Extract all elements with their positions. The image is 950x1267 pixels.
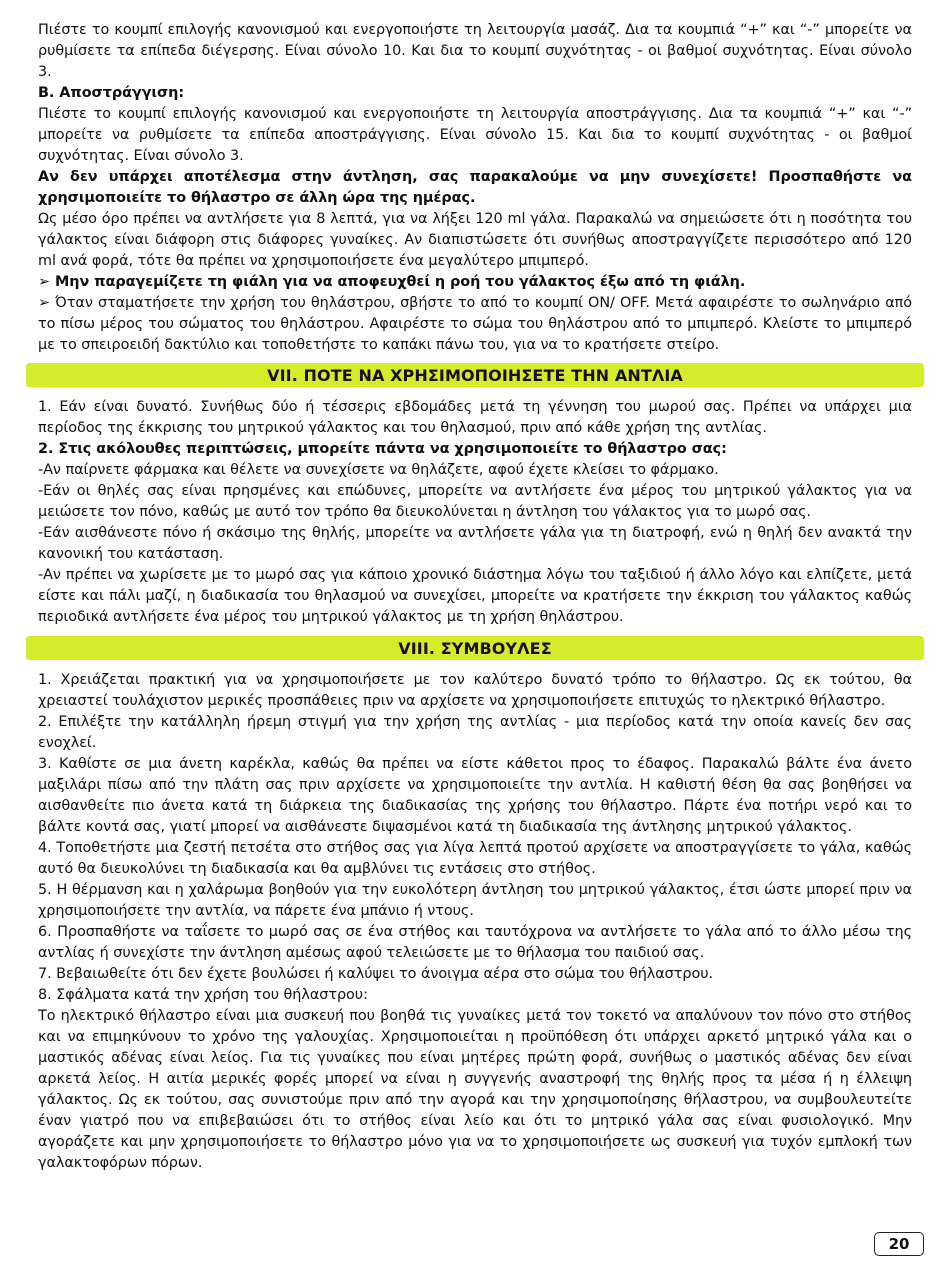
when-to-use-item-2: 2. Στις ακόλουθες περιπτώσεις, μπορείτε πάντα να χρησιμοποιείτε το θήλαστρο σας: [38, 441, 727, 457]
average-pumping-paragraph: Ως μέσο όρο πρέπει να αντλήσετε για 8 λεπτά, για να λήξει 120 ml γάλα. Παρακαλώ να σημειώσετε ότι η ποσότητα του γάλακτος είναι διάφορη στις διάφορες γυναίκες. Αν διαπιστώσετε ότι συνήθως αποστραγγίζετε περισσότερο από 120 ml ανά φορά, τότε θα πρέπει να χρησιμοποιήσετε ένα μεγαλύτερο μπιμπερό. [38, 211, 912, 269]
case-medication: -Αν παίρνετε φάρμακα και θέλετε να συνεχίσετε να θηλάζετε, αφού έχετε κλείσει το φάρμακο. [38, 462, 719, 478]
section-header-when-to-use [26, 363, 924, 387]
drainage-heading: B. Αποστράγγιση: [38, 85, 185, 101]
case-nipple-pain: -Εάν αισθάνεστε πόνο ή σκάσιμο της θηλής, μπορείτε να αντλήσετε γάλα για τη διατροφή, ενώ η θηλή δεν ανακτά την κανονική του κατάσταση. [38, 525, 912, 562]
section-title: VIII. ΣΥΜΒΟΥΛΕΣ [398, 638, 552, 658]
no-result-warning: Αν δεν υπάρχει αποτέλεσμα στην άντληση, σας παρακαλούμε να μην συνεχίσετε! Προσπαθήστε να χρησιμοποιείτε το θήλαστρο σε άλλη ώρα της ημέρας. [38, 169, 912, 206]
section-title: VII. ΠΟΤΕ ΝΑ ΧΡΗΣΙΜΟΠΟΙΗΣΕΤΕ ΤΗΝ ΑΝΤΛΙΑ [267, 365, 683, 385]
tip-item-6: 6. Προσπαθήστε να ταΐσετε το μωρό σας σε ένα στήθος και ταυτόχρονα να αντλήσετε το γάλα από το άλλο μέσω της αντλίας ή συνεχίστε την άντληση αμέσως αφού τελειώσετε με το θήλασμα του παιδιού σας. [38, 924, 912, 961]
bullet-text: Όταν σταματήσετε την χρήση του θηλάστρου, σβήστε το από το κουμπί ON/ OFF. Μετά αφαιρέστε το σωληνάριο από το πίσω μέρος του σώματος του θηλάστρου. Αφαιρέστε το σώμα του θηλάστρου από το μπιμπερό. Κλείστε το μπιμπερό με το σπειροειδή δακτύλιο και τοποθετήστε το καπάκι πάνω του, για να το κρατήσετε στείρο. [38, 295, 912, 353]
tip-item-4: 4. Τοποθετήστε μια ζεστή πετσέτα στο στήθος σας για λίγα λεπτά προτού αρχίσετε να αποστραγγίσετε το γάλα, καθώς αυτό θα διευκολύνει τη διαδικασία και θα αμβλύνει τις εντάσεις στο στήθος. [38, 840, 912, 877]
page-number-badge [874, 1232, 924, 1256]
section-header-tips [26, 636, 924, 660]
page-number: 20 [888, 1235, 910, 1253]
tip-item-3: 3. Καθίστε σε μια άνετη καρέκλα, καθώς θα πρέπει να είστε κάθετοι προς το έδαφος. Παρακαλώ βάλτε ένα άνετο μαξιλάρι πίσω από την πλάτη σας πριν αρχίσετε να χρησιμοποιείτε την αντλία. Η καθιστή θέση θα σας βοηθήσει να αισθανθείτε πιο άνετα κατά τη διάρκεια της διαδικασίας της χρήσης του θήλαστρο. Πάρτε ένα ποτήρι νερό και το βάλτε κοντά σας, γιατί μπορεί να αισθάνεστε διψασμένοι κατά τη διαδικασία της άντλησης μητρικού γάλακτος. [38, 756, 912, 835]
when-to-use-item-1: 1. Εάν είναι δυνατό. Συνήθως δύο ή τέσσερις εβδομάδες μετά τη γέννηση του μωρού σας. Πρέπει να υπάρχει μια περίοδος της έκκρισης του μητρικού γάλακτος και του θηλασμού, πριν από κάθε χρήση της αντλίας. [38, 399, 912, 436]
bullet-item-stop-use [38, 293, 912, 356]
tip-item-2: 2. Επιλέξτε την κατάλληλη ήρεμη στιγμή για την χρήση της αντλίας - μια περίοδος κατά την οποία κανείς δεν σας ενοχλεί. [38, 714, 912, 751]
tip-errors-paragraph: Το ηλεκτρικό θήλαστρο είναι μια συσκευή που βοηθά τις γυναίκες μετά τον τοκετό να απαλύνουν τον πόνο στο στήθος και να επιμηκύνουν το χρόνο της γαλουχίας. Χρησιμοποιείται η προϋπόθεση ότι υπάρχει αρκετό μητρικό γάλα και ο μαστικός αδένας είναι λείος. Για τις γυναίκες που είναι μητέρες πρώτη φορά, συνήθως ο μαστικός αδένας δεν είναι αρκετά λείος. Η αιτία μερικές φορές μπορεί να είναι η συγγενής αναστροφή της θηλής προς τα μέσα ή η έλλειψη γάλακτος. Ως εκ τούτου, σας συνιστούμε πριν από την αγορά και την χρησιμοποίησης θήλαστρου, να συμβουλευτείτε έναν γιατρό που να επιβεβαιώσει ότι το στήθος είναι λείο και ότι το μητρικό γάλα σας είναι φυσιολογικό. Μην αγοράζετε και μην χρησιμοποιήσετε το θήλαστρο μόνο για να το χρησιμοποιήσετε ως συσκευή για τυχόν εμπλοκή των γαλακτοφόρων πόρων. [38, 1008, 912, 1171]
case-swollen-nipples: -Εάν οι θηλές σας είναι πρησμένες και επώδυνες, μπορείτε να αντλήσετε ένα μέρος του μητρικού γάλακτος για να μειώσετε τον πόνο, καθώς με αυτό τον τρόπο θα διευκολύνεται η άντληση του γάλακτος για το μωρό σας. [38, 483, 912, 520]
case-separation: -Αν πρέπει να χωρίσετε με το μωρό σας για κάποιο χρονικό διάστημα λόγω του ταξιδιού ή άλλο λόγο και ελπίζετε, μετά είστε και πάλι μαζί, η διαδικασία του θηλασμού να συνεχίσει, μπορείτε να κρατήσετε την έκκριση του γάλακτος καθώς περιοδικά αντλήσετε ένα μέρος του μητρικού γάλακτος με τη χρήση θηλάστρου. [38, 567, 912, 625]
tip-item-8: 8. Σφάλματα κατά την χρήση του θήλαστρου: [38, 987, 368, 1003]
massage-mode-paragraph: Πιέστε το κουμπί επιλογής κανονισμού και ενεργοποιήστε τη λειτουργία μασάζ. Δια τα κουμπιά “+” και “-” μπορείτε να ρυθμίσετε τα επίπεδα διέγερσης. Είναι σύνολο 10. Και δια το κουμπί συχνότητας - οι βαθμοί συχνότητας. Είναι σύνολο 3. [38, 22, 912, 80]
bullet-item-do-not-overfill [38, 272, 912, 293]
tip-item-7: 7. Βεβαιωθείτε ότι δεν έχετε βουλώσει ή καλύψει το άνοιγμα αέρα στο σώμα του θήλαστρου. [38, 966, 714, 982]
drainage-mode-paragraph: Πιέστε το κουμπί επιλογής κανονισμού και ενεργοποιήστε τη λειτουργία αποστράγγισης. Δια τα κουμπιά “+” και “-” μπορείτε να ρυθμίσετε τα επίπεδα αποστράγγισης. Είναι σύνολο 15. Και δια το κουμπί συχνότητας - οι βαθμοί συχνότητας. Είναι σύνολο 3. [38, 106, 912, 164]
page-content [38, 20, 912, 1174]
bullet-text: Μην παραγεμίζετε τη φιάλη για να αποφευχθεί η ροή του γάλακτος έξω από τη φιάλη. [54, 274, 746, 290]
tip-item-1: 1. Χρειάζεται πρακτική για να χρησιμοποιήσετε με τον καλύτερο δυνατό τρόπο το θήλαστρο. Ως εκ τούτου, θα χρειαστεί τουλάχιστον μερικές προσπάθειες πριν να αρχίσετε να χρησιμοποιήσετε επιτυχώς το ηλεκτρικό θήλαστρο. [38, 672, 912, 709]
arrow-bullet-icon: ➢ [38, 274, 51, 290]
arrow-bullet-icon: ➢ [38, 295, 51, 311]
tip-item-5: 5. Η θέρμανση και η χαλάρωμα βοηθούν για την ευκολότερη άντληση του μητρικού γάλακτος, έτσι ώστε μπορεί πριν να χρησιμοποιήσετε την αντλία, να πάρετε ένα μπάνιο ή ντους. [38, 882, 912, 919]
